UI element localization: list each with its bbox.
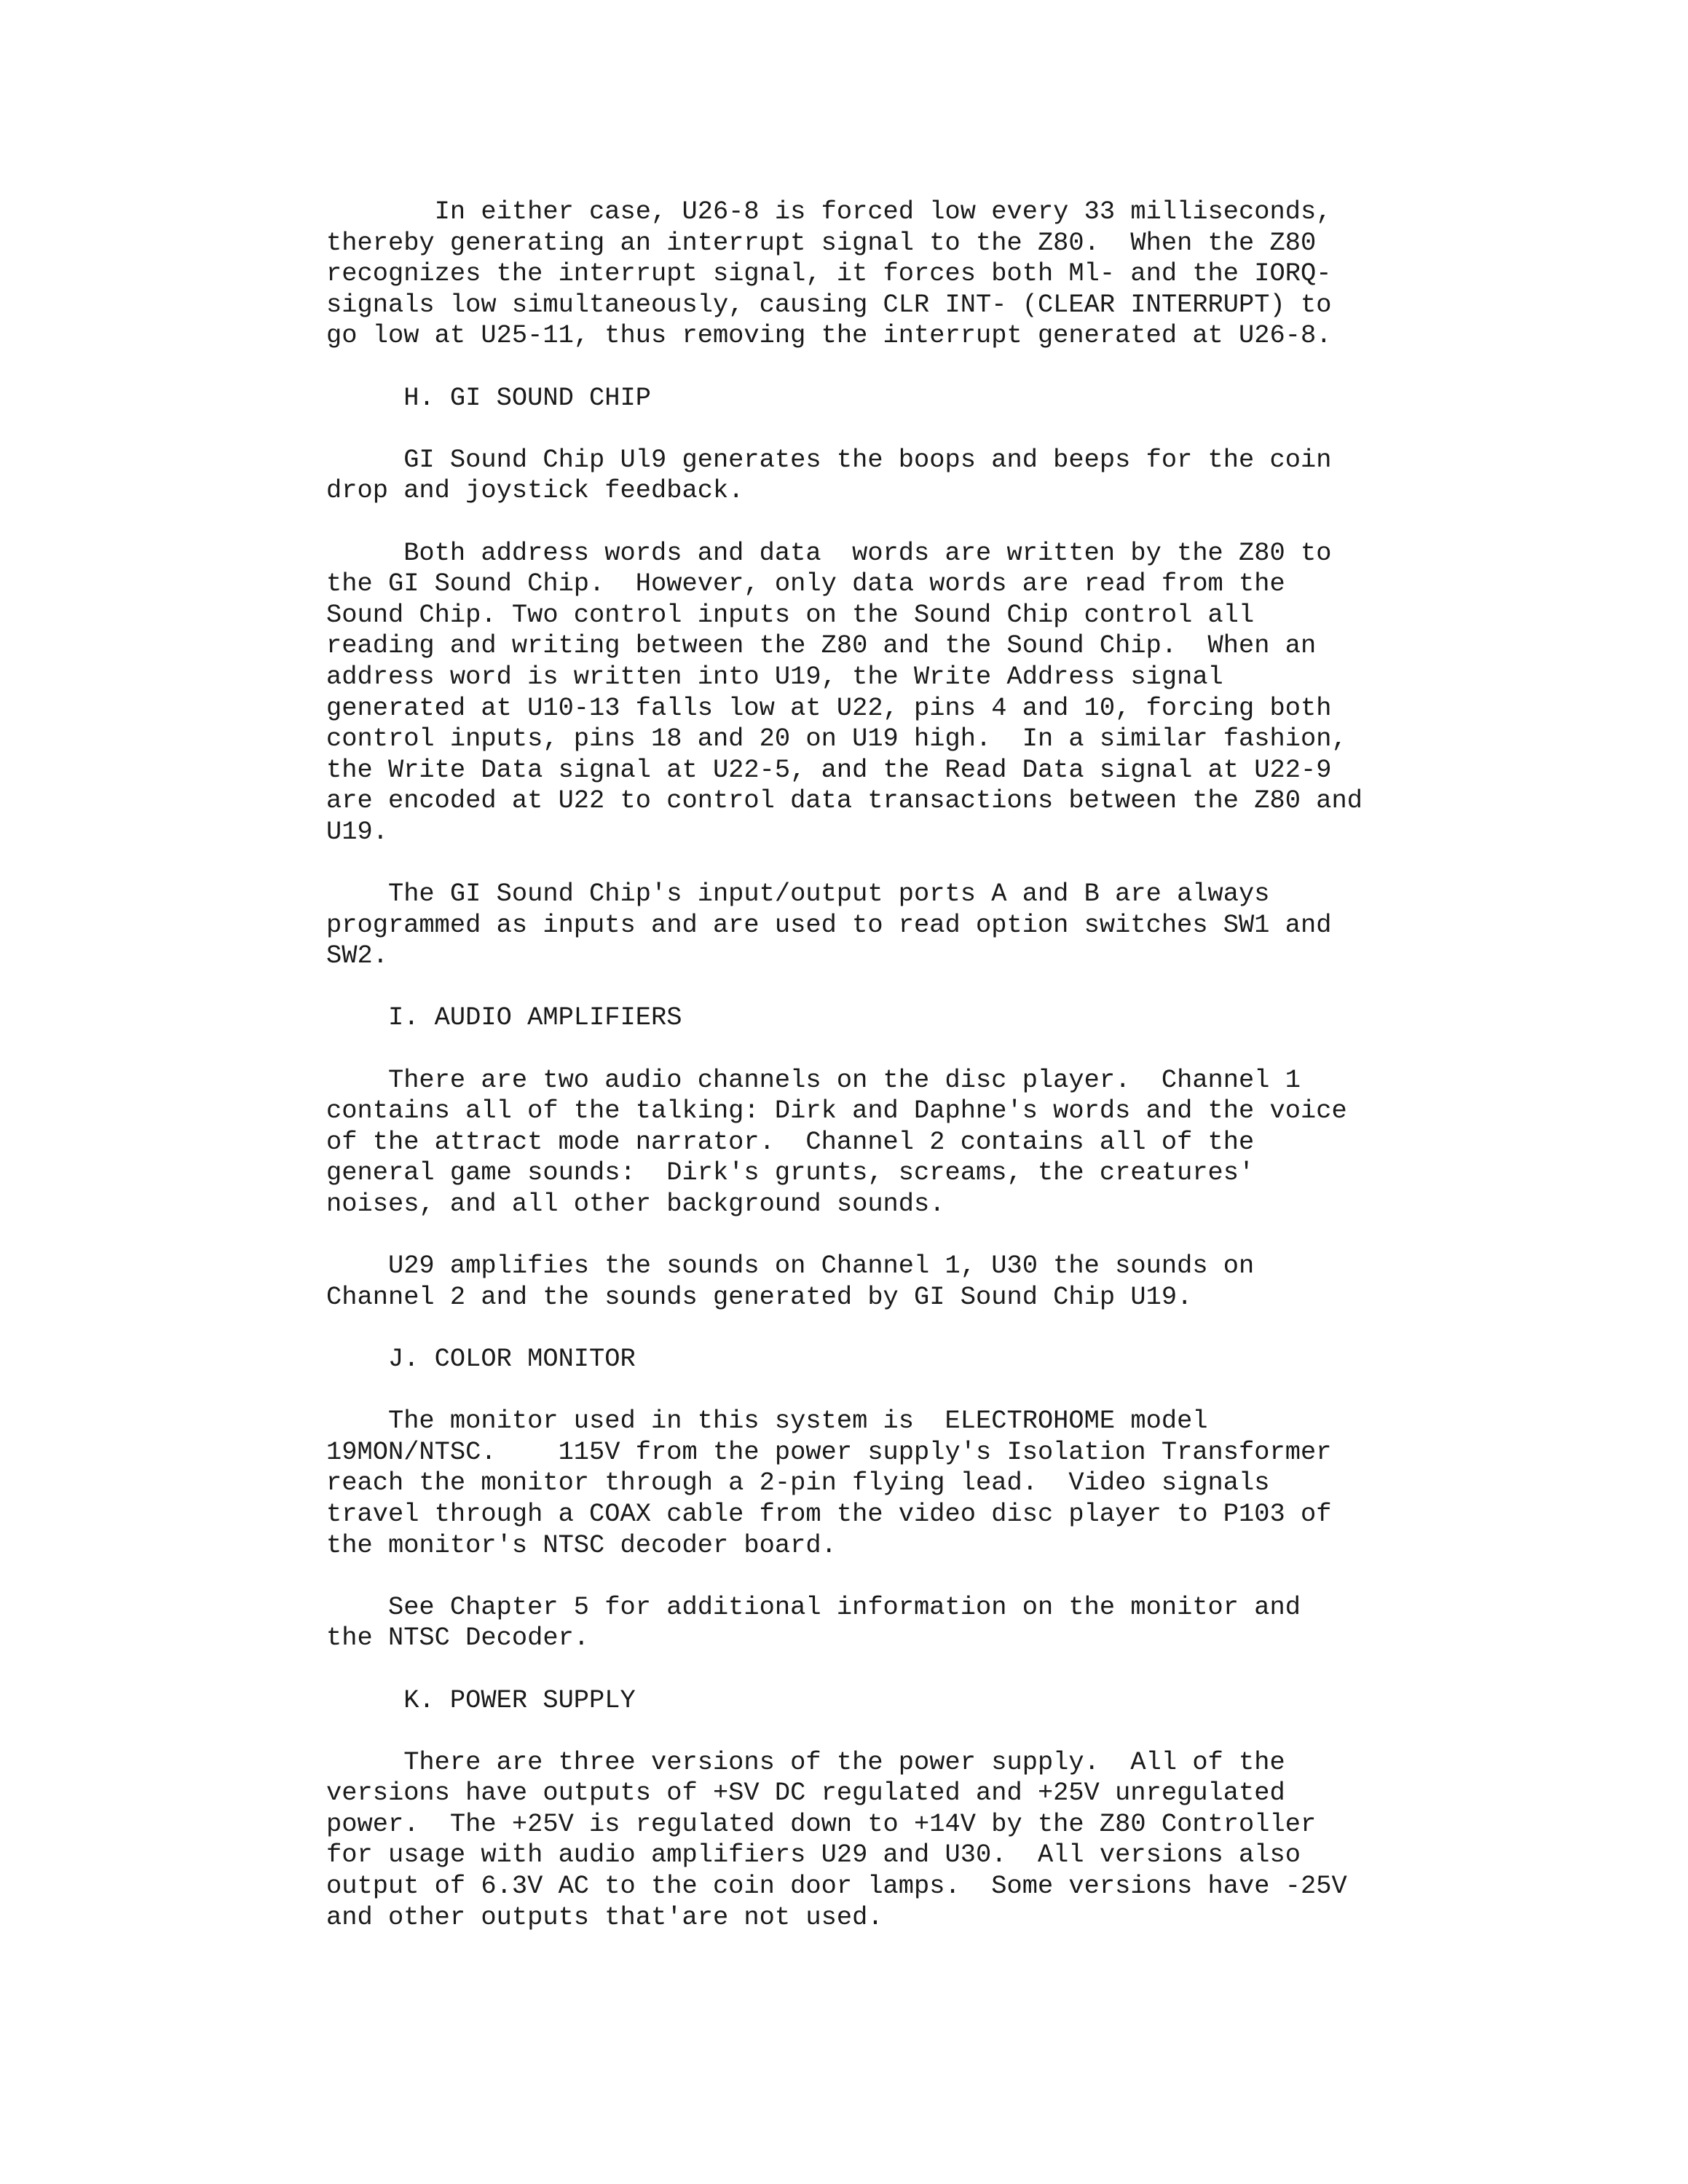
text-line: recognizes the interrupt signal, it forces both Ml- and the IORQ- <box>326 259 1332 289</box>
text-line: GI Sound Chip Ul9 generates the boops and beeps for the coin <box>326 445 1332 475</box>
text-line: I. AUDIO AMPLIFIERS <box>326 1003 682 1033</box>
text-line: U29 amplifies the sounds on Channel 1, U30 the sounds on <box>326 1251 1255 1281</box>
text-line: contains all of the talking: Dirk and Daphne's words and the voice <box>326 1096 1347 1126</box>
text-line: Both address words and data words are written by the Z80 to <box>326 538 1332 568</box>
section-heading <box>326 1344 1462 1375</box>
text-line: the monitor's NTSC decoder board. <box>326 1530 837 1560</box>
text-line: control inputs, pins 18 and 20 on U19 high. In a similar fashion, <box>326 724 1347 754</box>
text-line: noises, and all other background sounds. <box>326 1190 945 1219</box>
text-line: Sound Chip. Two control inputs on the Sound Chip control all <box>326 600 1255 630</box>
text-line: generated at U10-13 falls low at U22, pins 4 and 10, forcing both <box>326 693 1332 723</box>
text-line: The GI Sound Chip's input/output ports A and B are always <box>326 879 1270 909</box>
text-line: the GI Sound Chip. However, only data words are read from the <box>326 569 1285 599</box>
section-heading <box>326 383 1462 414</box>
text-line: the Write Data signal at U22-5, and the Read Data signal at U22-9 <box>326 755 1332 785</box>
text-line: programmed as inputs and are used to read option switches SW1 and <box>326 910 1332 940</box>
text-line: 19MON/NTSC. 115V from the power supply's Isolation Transformer <box>326 1437 1332 1467</box>
text-line: H. GI SOUND CHIP <box>326 383 651 413</box>
text-line: address word is written into U19, the Write Address signal <box>326 662 1223 692</box>
text-line: go low at U25-11, thus removing the interrupt generated at U26-8. <box>326 321 1332 351</box>
text-line: There are two audio channels on the disc player. Channel 1 <box>326 1065 1301 1095</box>
section-heading <box>326 1685 1462 1717</box>
text-line: drop and joystick feedback. <box>326 476 744 506</box>
text-line: SW2. <box>326 941 388 971</box>
paragraph <box>326 1065 1462 1220</box>
text-line: U19. <box>326 817 388 847</box>
paragraph <box>326 879 1462 972</box>
text-line: power. The +25V is regulated down to +14V by the Z80 Controller <box>326 1809 1317 1839</box>
text-line: reading and writing between the Z80 and the Sound Chip. When an <box>326 631 1317 661</box>
text-line: travel through a COAX cable from the video disc player to P103 of <box>326 1499 1332 1529</box>
text-line: of the attract mode narrator. Channel 2 contains all of the <box>326 1127 1255 1157</box>
text-line: J. COLOR MONITOR <box>326 1344 636 1374</box>
paragraph <box>326 445 1462 507</box>
text-line: output of 6.3V AC to the coin door lamps. Some versions have -25V <box>326 1872 1347 1902</box>
paragraph <box>326 1747 1462 1934</box>
document-page <box>326 197 1462 1933</box>
section-heading <box>326 1002 1462 1034</box>
paragraph <box>326 1592 1462 1654</box>
text-line: reach the monitor through a 2-pin flying lead. Video signals <box>326 1468 1270 1498</box>
text-line: thereby generating an interrupt signal to the Z80. When the Z80 <box>326 228 1317 258</box>
text-line: are encoded at U22 to control data transactions between the Z80 and <box>326 786 1362 816</box>
paragraph <box>326 197 1462 352</box>
text-line: and other outputs that'are not used. <box>326 1902 883 1932</box>
text-line: K. POWER SUPPLY <box>326 1685 636 1715</box>
text-line: There are three versions of the power supply. All of the <box>326 1747 1285 1777</box>
text-line: signals low simultaneously, causing CLR INT- (CLEAR INTERRUPT) to <box>326 290 1332 320</box>
paragraph <box>326 1406 1462 1561</box>
text-line: The monitor used in this system is ELECTROHOME model <box>326 1406 1208 1436</box>
paragraph <box>326 538 1462 848</box>
text-line: Channel 2 and the sounds generated by GI Sound Chip U19. <box>326 1282 1193 1312</box>
text-line: for usage with audio amplifiers U29 and U30. All versions also <box>326 1840 1301 1870</box>
text-line: In either case, U26-8 is forced low every 33 milliseconds, <box>326 197 1332 226</box>
text-line: general game sounds: Dirk's grunts, screams, the creatures' <box>326 1158 1255 1188</box>
text-line: the NTSC Decoder. <box>326 1623 590 1653</box>
text-line: See Chapter 5 for additional information on the monitor and <box>326 1592 1301 1622</box>
paragraph <box>326 1251 1462 1313</box>
text-line: versions have outputs of +SV DC regulated and +25V unregulated <box>326 1779 1285 1808</box>
